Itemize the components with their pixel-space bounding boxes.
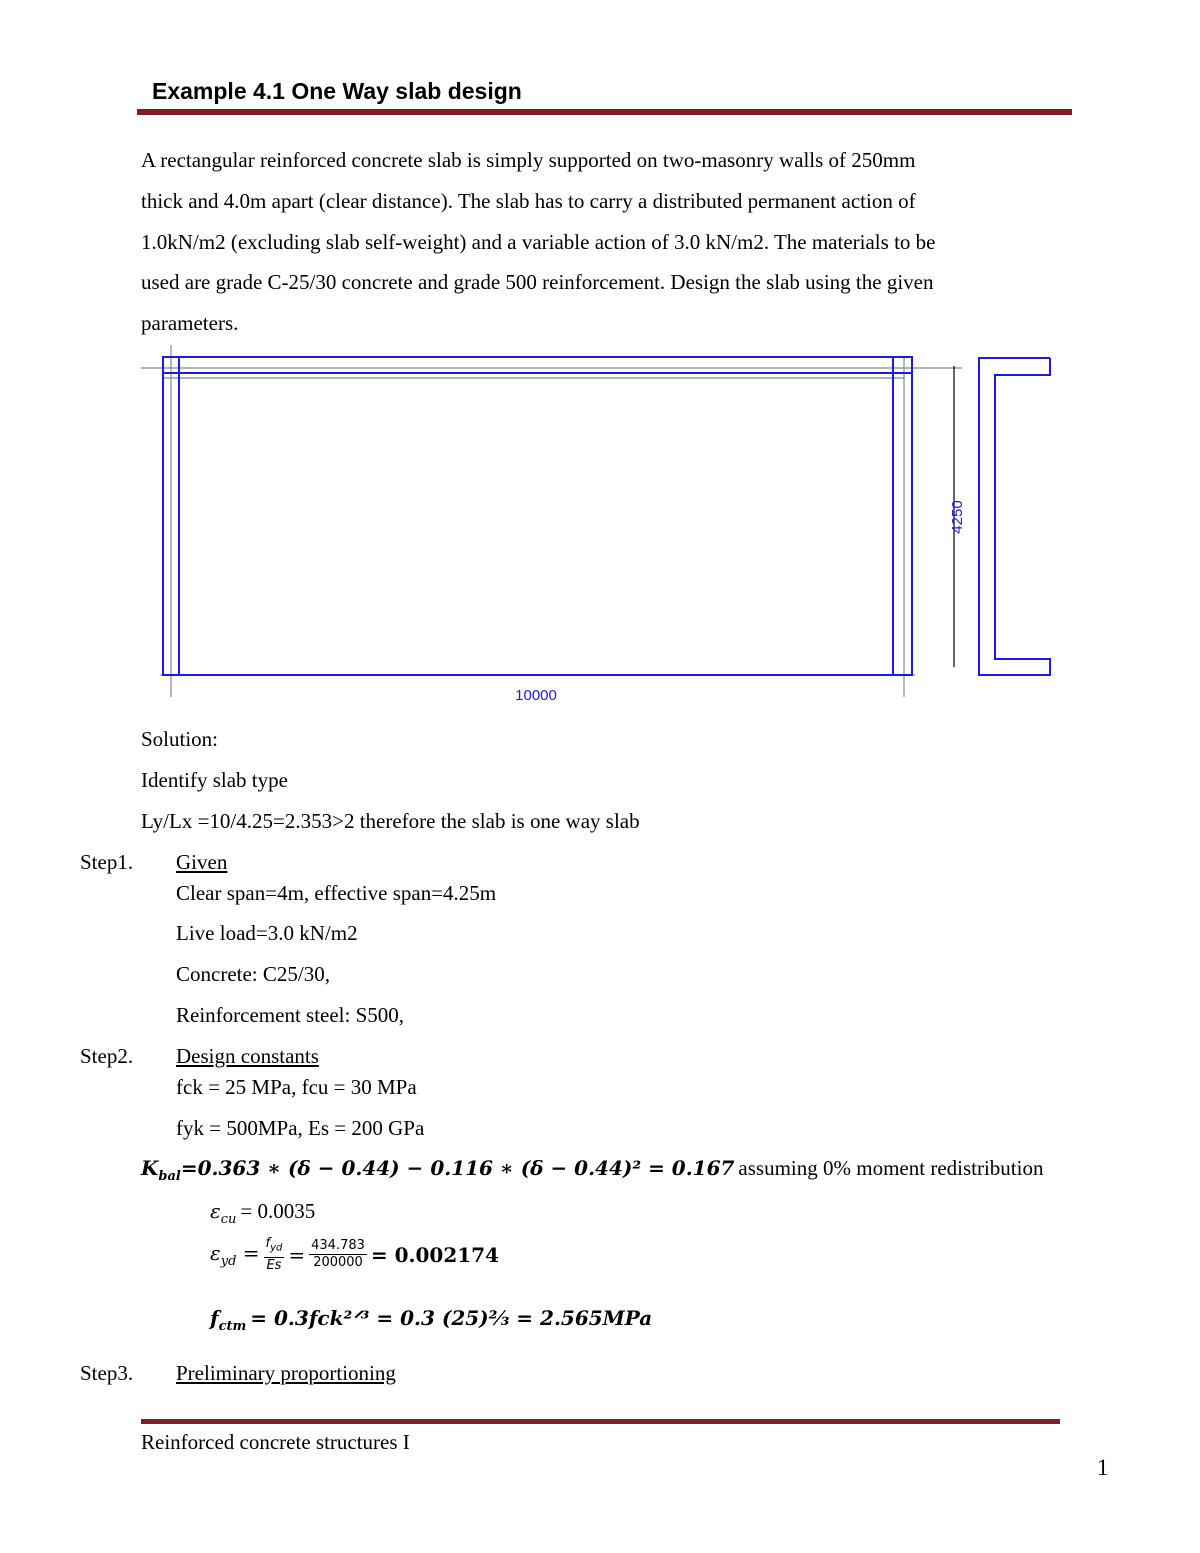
ratio-line: Ly/Lx =10/4.25=2.353>2 therefore the slab is one way slab [141,809,640,833]
step1-line: Live load=3.0 kN/m2 [176,921,358,945]
fctm-equation [210,1306,652,1334]
intro-line: parameters. [141,311,239,336]
step2-label: Step2. [80,1044,134,1068]
kbal-equation [141,1156,1043,1184]
slab-outline [163,357,912,675]
intro-line: 1.0kN/m2 (excluding slab self-weight) and a variable action of 3.0 kN/m2. The materials to be [141,229,936,254]
kbal-symbol: $K_{bal}$ [141,1156,181,1184]
footer-text: Reinforced concrete structures I [141,1430,410,1454]
fctm-expr: = 0.3fck²ᐟ³ = 0.3 (25)⅔ = 2.565MPa [250,1306,653,1330]
step1-heading: Given [176,850,228,874]
intro-line: used are grade C-25/30 concrete and grade 500 reinforcement. Design the slab using the given [141,270,934,295]
slab-plan-drawing [0,0,1200,720]
eyd-symbol: $\varepsilon_{yd}$ = [210,1240,260,1269]
dim-length-label: 10000 [515,687,557,704]
solution-label: Solution: [141,727,219,751]
eyd-fraction: $\frac{434.783}{200000}$ [311,1238,365,1271]
ecu-value: = 0.0035 [240,1199,316,1223]
fyd-over-es: $\frac{f_{yd}}{Es}$ [265,1236,283,1273]
fctm-symbol: $f_{ctm}$ [210,1306,247,1334]
ecu-symbol: $\varepsilon_{cu}$ [210,1199,237,1227]
fyk-es-line: fyk = 500MPa, Es = 200 GPa [176,1116,425,1140]
step3-label: Step3. [80,1361,134,1385]
step1-label: Step1. [80,850,134,874]
step1-line: Clear span=4m, effective span=4.25m [176,881,497,905]
intro-line: A rectangular reinforced concrete slab is simply supported on two-masonry walls of 250mm [141,148,916,172]
kbal-expr: =0.363 ∗ (δ − 0.44) − 0.116 ∗ (δ − 0.44)² = 0.167 [180,1156,735,1180]
intro-line: thick and 4.0m apart (clear distance). The slab has to carry a distributed permanent action of [141,188,916,213]
dim-width-label: 4250 [949,500,966,534]
step3-heading: Preliminary proportioning [176,1361,396,1385]
eyd-result: = 0.002174 [370,1242,500,1267]
footer-rule [141,1419,1060,1424]
page-number: 1 [1097,1455,1109,1480]
fck-fcu-line: fck = 25 MPa, fcu = 30 MPa [176,1075,417,1099]
section-profile [979,358,1050,675]
page-title: Example 4.1 One Way slab design [152,78,522,104]
kbal-note: assuming 0% moment redistribution [738,1156,1044,1180]
step1-line: Concrete: C25/30, [176,962,330,986]
step2-heading: Design constants [176,1044,319,1068]
ecu-equation [210,1199,315,1227]
step1-line: Reinforcement steel: S500, [176,1003,405,1027]
identify-slab-type: Identify slab type [141,768,288,792]
eyd-equation: $\varepsilon_{yd}$ = $\frac{f_{yd}}{Es}$ = $\frac{434.783}{200000}$ = 0.002174 [210,1236,500,1273]
